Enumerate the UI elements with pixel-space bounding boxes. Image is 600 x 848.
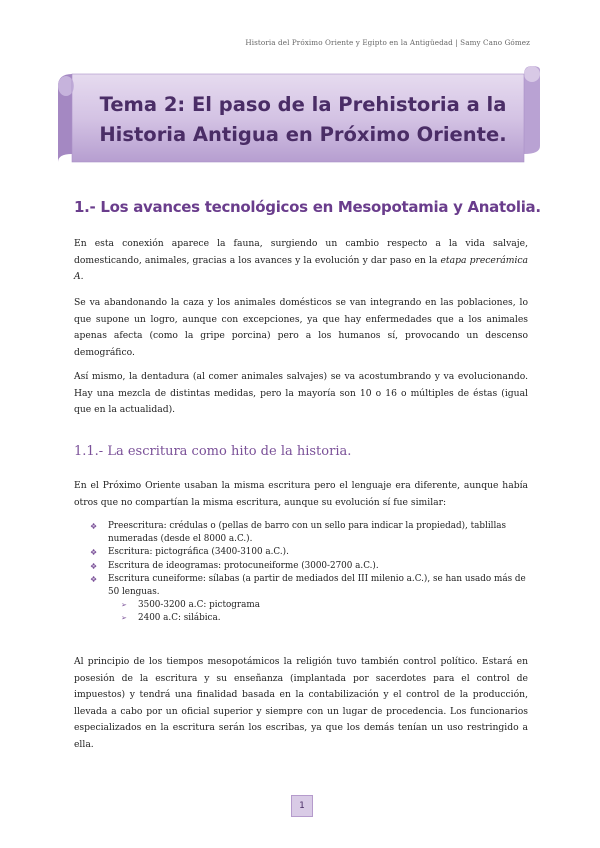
paragraph-1-end: . <box>80 271 84 282</box>
list-item: ❖ Escritura cuneiforme: sílabas (a partir de mediados del III milenio a.C.), se han usado más de 50 lenguas. ➢ 3500-3200 a.C: pictograma ➢ 2400 a.C: silábica. <box>90 573 530 626</box>
list-item: ❖ Preescritura: crédulas o (pellas de barro con un sello para indicar la propiedad), tablillas numeradas (desde el 8000 a.C.). <box>90 521 507 545</box>
paragraph-intro: En el Próximo Oriente usaban la misma escritura pero el lenguaje era diferente, aunque había otros que no compartían la misma escritura, aunque su evolución sí fue similar: <box>74 480 528 508</box>
diamond-bullet-icon: ❖ <box>90 574 98 584</box>
arrow-bullet-icon: ➢ <box>121 614 127 623</box>
sub-list-item: ➢ 2400 a.C: silábica. <box>108 612 530 625</box>
sub-list <box>108 599 530 625</box>
paragraph-closing: Al principio de los tiempos mesopotámicos la religión tuvo también control político. Estará en posesión de la escritura y su enseñanza (implantada por sacerdotes para el control de impuestos) y tendrá una finalidad basada en la contabilización y el control de la producción, llevada a cabo por un oficial superior y siempre con un lugar de procedencia. Los funcionarios especializados en la escritura serán los escribas, ya que los demás tenían un uso restringido a ella. <box>74 656 528 750</box>
section-1-1-heading: 1.1.- La escritura como hito de la historia. <box>74 444 352 459</box>
list-item: ❖ Escritura: pictográfica (3400-3100 a.C.). <box>90 546 530 559</box>
title-line-2: Historia Antigua en Próximo Oriente. <box>99 123 507 146</box>
section-1-heading: 1.- Los avances tecnológicos en Mesopotamia y Anatolia. <box>74 198 541 216</box>
sub-list-item: ➢ 3500-3200 a.C: pictograma <box>108 599 530 612</box>
page-title <box>78 90 528 150</box>
arrow-bullet-icon: ➢ <box>121 601 127 610</box>
title-line-1: Tema 2: El paso de la Prehistoria a la <box>99 93 507 116</box>
writing-stages-list <box>90 520 530 626</box>
paragraph-1-italic: etapa precerámica A <box>74 254 529 282</box>
diamond-bullet-icon: ❖ <box>90 561 98 571</box>
list-item: ❖ Escritura de ideogramas: protocuneiforme (3000-2700 a.C.). <box>90 560 530 573</box>
diamond-bullet-icon: ❖ <box>90 522 98 531</box>
diamond-bullet-icon: ❖ <box>90 548 98 558</box>
paragraph-3: Así mismo, la dentadura (al comer animales salvajes) se va acostumbrando y va evolucionando. Hay una mezcla de distintas medidas, pero la mayoría son 10 o 16 o múltiples de éstas (igual que en la actualidad). <box>74 371 528 415</box>
paragraph-2: Se va abandonando la caza y los animales domésticos se van integrando en las poblaciones, lo que supone un logro, aunque con excepciones, ya que hay enfermedades que a los animales apenas afecta (como la gripe porcina) pero a los humanos sí, provocando un descenso demográfico. <box>74 297 528 358</box>
page-number: 1 <box>291 795 313 817</box>
paragraph-1 <box>74 236 528 286</box>
paragraph-1-text: En esta conexión aparece la fauna, surgiendo un cambio respecto a la vida salvaje, domesticando, animales, gracias a los avances y la evolución y dar paso en la <box>74 238 528 266</box>
running-header: Historia del Próximo Oriente y Egipto en la Antigüedad | Samy Cano Gómez <box>245 38 530 47</box>
